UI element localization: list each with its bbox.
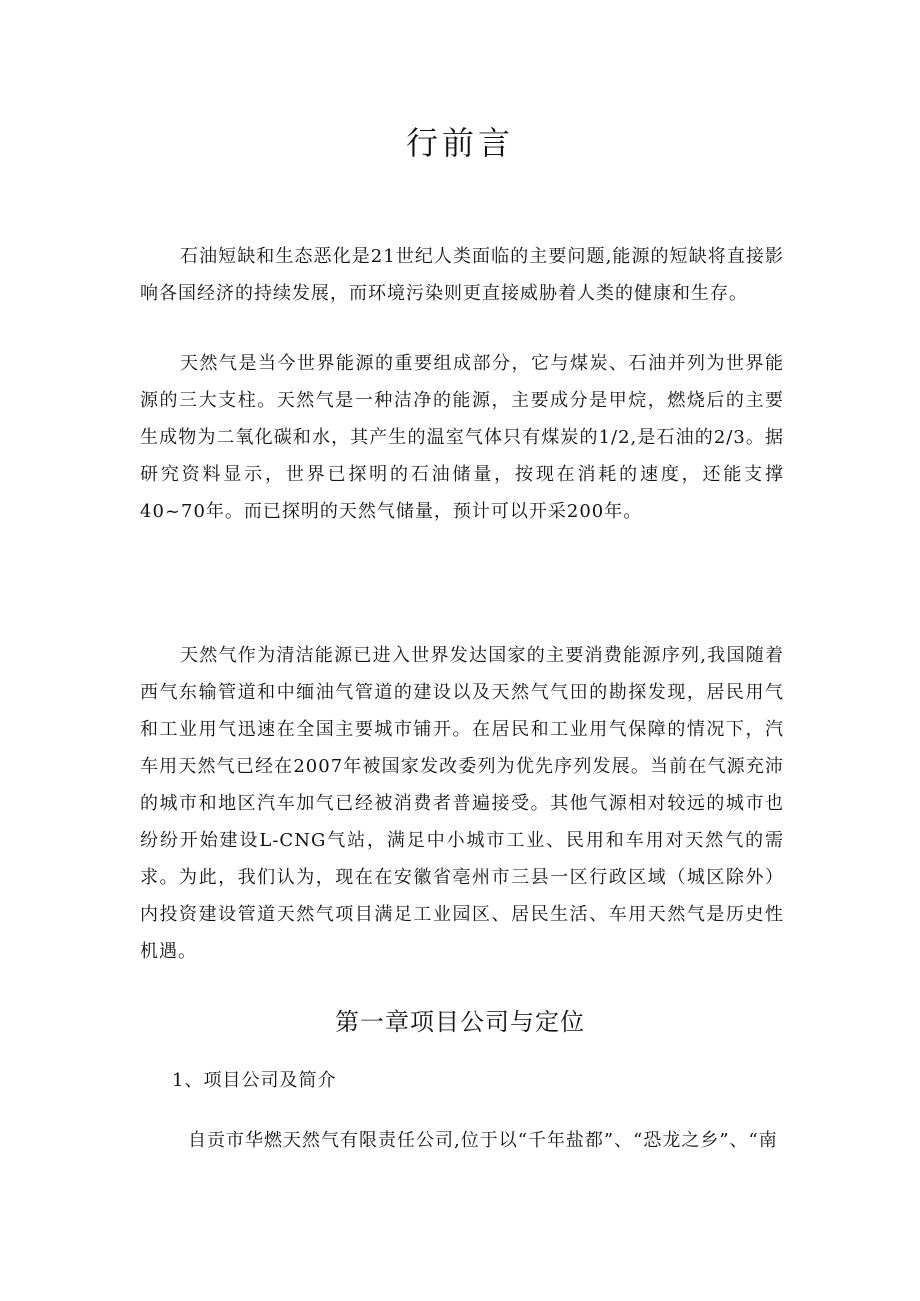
chapter-title: 第一章项目公司与定位	[335, 1008, 585, 1036]
section-title: 1、项目公司及简介	[172, 1070, 337, 1091]
paragraph-1: 石油短缺和生态恶化是21世纪人类面临的主要问题,能源的短缺将直接影响各国经济的持续发展，而环境污染则更直接威胁着人类的健康和生存。	[140, 246, 784, 304]
paragraph-3: 天然气作为清洁能源已进入世界发达国家的主要消费能源序列,我国随着西气东输管道和中缅油气管道的建设以及天然气气田的勘探发现，居民用气和工业用气迅速在全国主要城市铺开。在居民和工业用气保障的情况下，汽车用天然气已经在2007年被国家发改委列为优先序列发展。当前在气源充沛的城市和地区汽车加气已经被消费者普遍接受。其他气源相对较远的城市也纷纷开始建设L-CNG气站，满足中小城市工业、民用和车用对天然气的需求。为此，我们认为，现在在安徽省亳州市三县一区行政区域（城区除外）内投资建设管道天然气项目满足工业园区、居民生活、车用天然气是历史性机遇。	[140, 645, 784, 962]
preface-title: 行前言	[405, 124, 514, 162]
paragraph-2: 天然气是当今世界能源的重要组成部分，它与煤炭、石油并列为世界能源的三大支柱。天然气是一种洁净的能源，主要成分是甲烷，燃烧后的主要生成物为二氧化碳和水，其产生的温室气体只有煤炭的1/2,是石油的2/3。据研究资料显示，世界已探明的石油储量，按现在消耗的速度，还能支撑40~70年。而已探明的天然气储量，预计可以开采200年。	[140, 353, 784, 522]
section-paragraph: 自贡市华燃天然气有限责任公司,位于以“千年盐都”、“恐龙之乡”、“南	[188, 1130, 778, 1151]
